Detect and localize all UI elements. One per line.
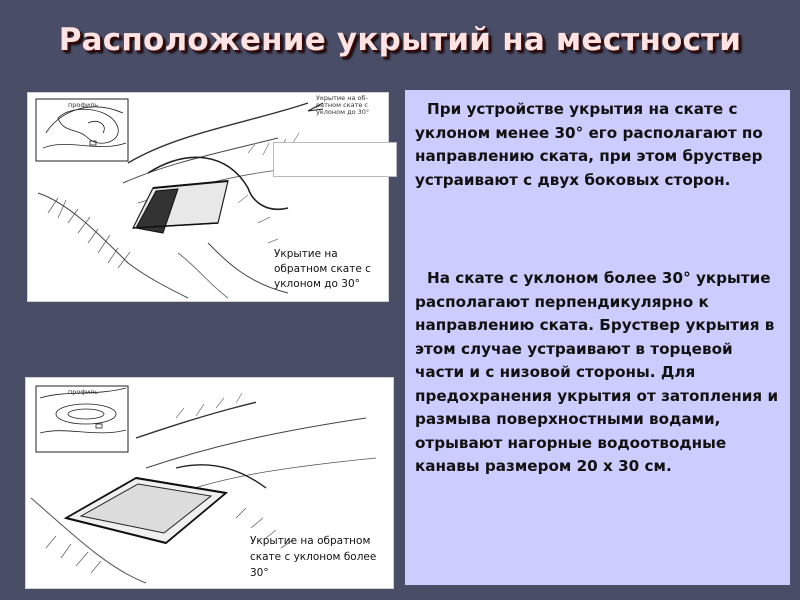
top-map-label: профиль <box>68 101 99 109</box>
bottom-map-label: профиль <box>68 388 99 396</box>
bottom-sketch-caption: Укрытие на обратном скате с уклоном более 30° <box>250 535 377 579</box>
top-sketch-caption: Укрытие на обратном скате с уклоном до 30° <box>274 248 371 290</box>
top-sketch-note: Укрытие на об-ратном скате с уклоном до 30° <box>316 94 370 116</box>
top-blank-box <box>273 142 397 177</box>
explanation-text-panel <box>405 90 790 585</box>
slide-title: Расположение укрытий на местности <box>58 22 742 58</box>
bottom-blank-box <box>256 381 390 411</box>
paragraph-slope-over-30: На скате с уклоном более 30° укрытие располагают перпендикулярно к направлению ската. Бруствер укрытия в этом случае устраивают в торцевой части и с низовой стороны. Для предохранения укрытия от затопления и размыва поверхностными водами, отрывают нагорные водоотводные канавы размером 20 х 30 см. <box>415 269 779 475</box>
paragraph-slope-under-30: При устройстве укрытия на скате с уклоном менее 30° его располагают по направлению ската, при этом бруствер устраивают с двух боковых сторон. <box>415 100 763 189</box>
